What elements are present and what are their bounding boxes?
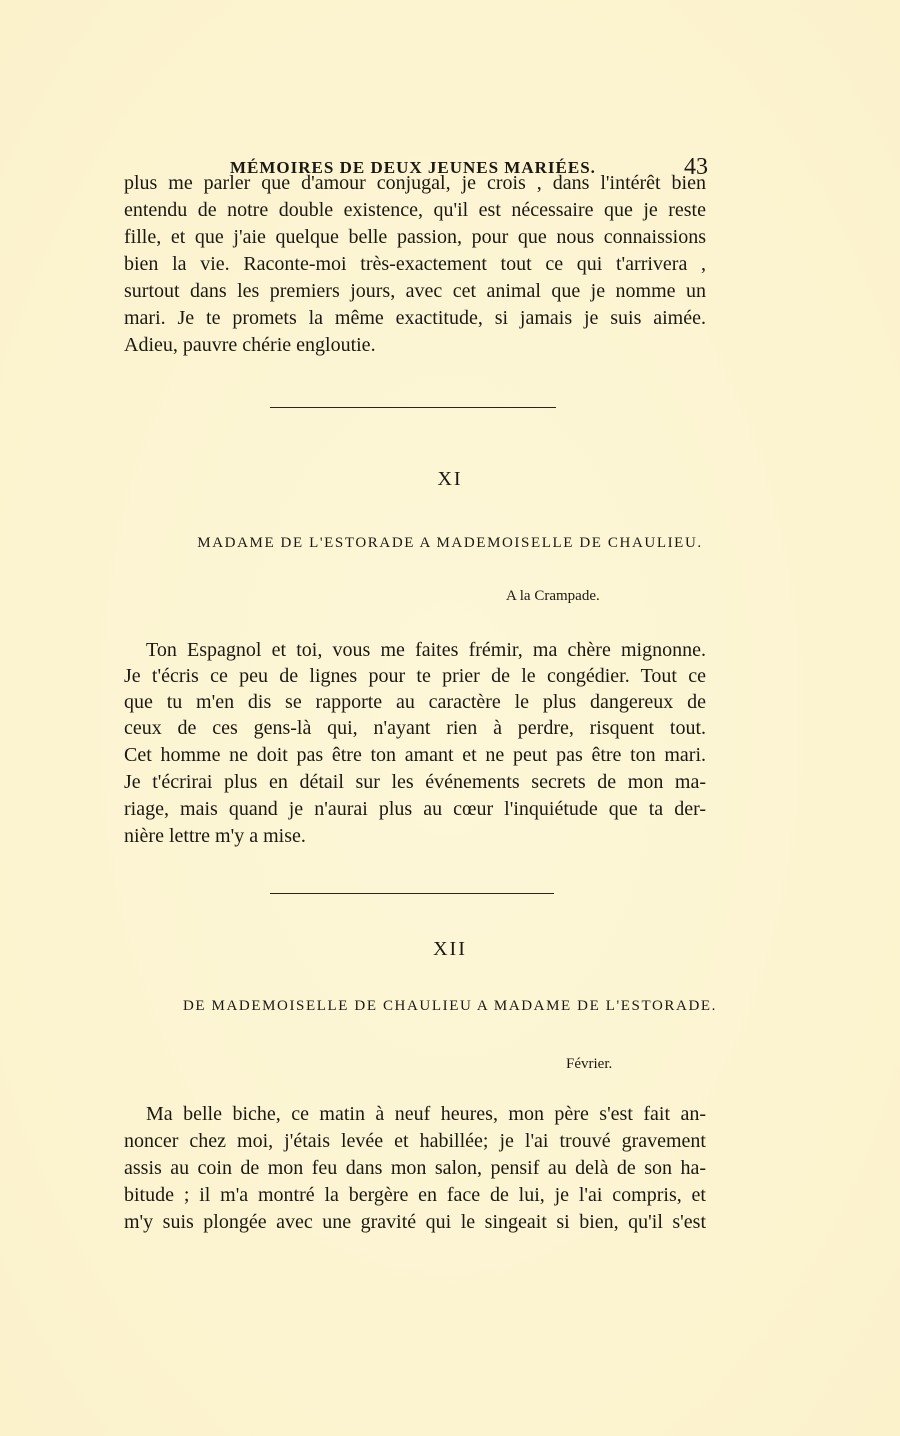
letter-numeral: XI xyxy=(437,468,463,490)
letter-place: Février. xyxy=(566,1056,613,1072)
text-line: Je t'écris ce peu de lignes pour te prier de le congédier. Tout ce xyxy=(124,665,706,687)
running-title: MÉMOIRES DE DEUX JEUNES MARIÉES. xyxy=(230,158,596,177)
text-line: bien la vie. Raconte-moi très-exactement tout ce qui t'arrivera , xyxy=(124,253,706,275)
section-divider xyxy=(270,893,554,894)
text-line: bitude ; il m'a montré la bergère en face de lui, je l'ai compris, et xyxy=(124,1184,706,1206)
text-line: m'y suis plongée avec une gravité qui le singeait si bien, qu'il s'est xyxy=(124,1211,706,1233)
text-line: assis au coin de mon feu dans mon salon, pensif au delà de son ha- xyxy=(124,1157,706,1179)
text-line: Adieu, pauvre chérie engloutie. xyxy=(124,334,376,356)
text-line: Je t'écrirai plus en détail sur les événements secrets de mon ma- xyxy=(124,771,706,793)
text-line: mari. Je te promets la même exactitude, si jamais je suis aimée. xyxy=(124,307,706,329)
text-line: Ton Espagnol et toi, vous me faites frémir, ma chère mignonne. xyxy=(146,639,706,661)
letter-place: A la Crampade. xyxy=(506,588,600,604)
text-line: fille, et que j'aie quelque belle passion, pour que nous connaissions xyxy=(124,226,706,248)
text-line: riage, mais quand je n'aurai plus au cœur l'inquiétude que ta der- xyxy=(124,798,706,820)
text-line: entendu de notre double existence, qu'il est nécessaire que je reste xyxy=(124,199,706,221)
section-divider xyxy=(270,407,556,408)
text-line: nière lettre m'y a mise. xyxy=(124,825,306,847)
text-line: noncer chez moi, j'étais levée et habillée; je l'ai trouvé gravement xyxy=(124,1130,706,1152)
letter-title: DE MADEMOISELLE DE CHAULIEU A MADAME DE L'ESTORADE. xyxy=(182,998,717,1014)
text-line: plus me parler que d'amour conjugal, je crois , dans l'intérêt bien xyxy=(124,172,706,194)
text-line: ceux de ces gens-là qui, n'ayant rien à perdre, risquent tout. xyxy=(124,717,706,739)
text-line: Cet homme ne doit pas être ton amant et ne peut pas être ton mari. xyxy=(124,744,706,766)
text-line: que tu m'en dis se rapporte au caractère le plus dangereux de xyxy=(124,691,706,713)
text-line: Ma belle biche, ce matin à neuf heures, mon père s'est fait an- xyxy=(146,1103,706,1125)
letter-numeral: XII xyxy=(433,938,467,960)
text-line: surtout dans les premiers jours, avec cet animal que je nomme un xyxy=(124,280,706,302)
page-number: 43 xyxy=(684,154,708,180)
letter-title: MADAME DE L'ESTORADE A MADEMOISELLE DE CHAULIEU. xyxy=(197,535,703,551)
